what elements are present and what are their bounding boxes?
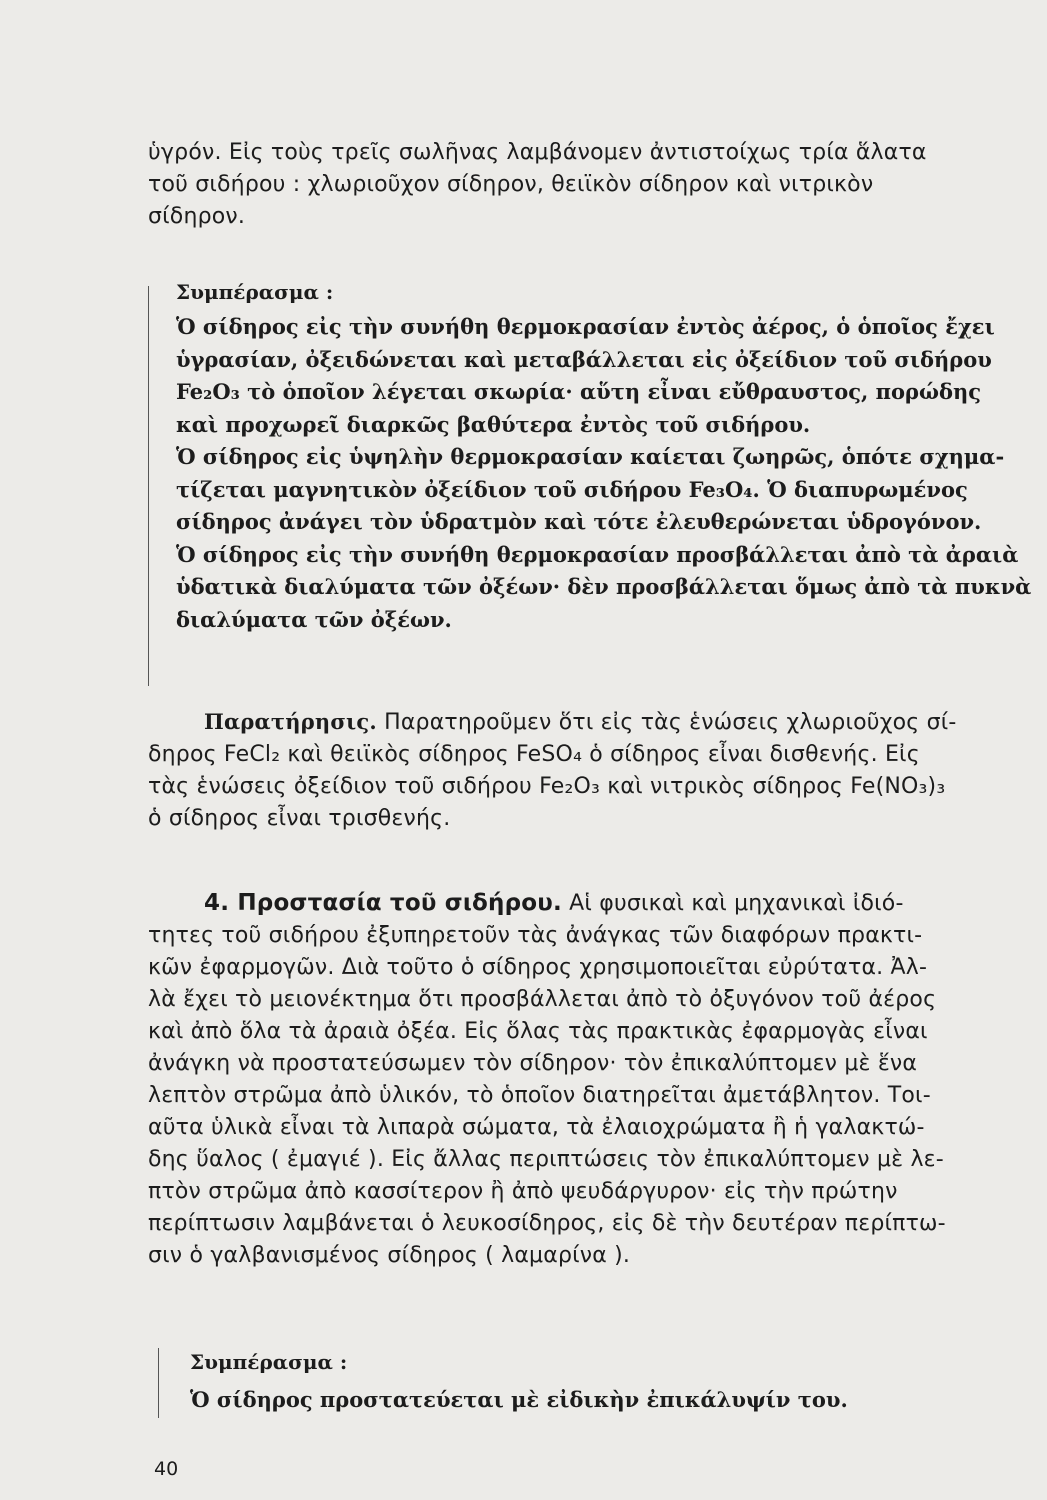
conclusion-text: Ὁ σίδηρος προστατεύεται μὲ εἰδικὴν ἐπικάλυψίν του. (190, 1387, 848, 1412)
text-line: λεπτὸν στρῶμα ἀπὸ ὑλικόν, τὸ ὁποῖον διατηρεῖται ἀμετάβλητον. Τοι- (148, 1083, 931, 1108)
conclusion-margin-bar (158, 1348, 159, 1418)
text-line: ὑγρασίαν, ὀξειδώνεται καὶ μεταβάλλεται εἰς ὀξείδιον τοῦ σιδήρου (176, 346, 992, 372)
conclusion-block (176, 280, 1032, 636)
page-number: 40 (154, 1458, 179, 1480)
text-line: Παρατηροῦμεν ὅτι εἰς τὰς ἑνώσεις χλωριοῦχος σί- (376, 710, 957, 735)
text-line: τίζεται μαγνητικὸν ὀξείδιον τοῦ σιδήρου Fe₃O₄. Ὁ διαπυρωμένος (176, 476, 968, 502)
text-line: τὰς ἑνώσεις ὀξείδιον τοῦ σιδήρου Fe₂O₃ καὶ νιτρικὸς σίδηρος Fe(NO₃)₃ (148, 774, 946, 799)
observation-paragraph (148, 706, 988, 835)
text-line: Ὁ σίδηρος εἰς τὴν συνήθη θερμοκρασίαν ἐντὸς ἀέρος, ὁ ὁποῖος ἔχει (176, 314, 995, 339)
text-line: ὑδατικὰ διαλύματα τῶν ὀξέων· δὲν προσβάλλεται ὅμως ἀπὸ τὰ πυκνὰ (176, 574, 1032, 599)
text-line: κῶν ἐφαρμογῶν. Διὰ τοῦτο ὁ σίδηρος χρησιμοποιεῖται εὐρύτατα. Ἀλ- (148, 955, 928, 980)
text-line: ὁ σίδηρος εἶναι τρισθενής. (148, 806, 451, 831)
text-line: αῦτα ὑλικὰ εἶναι τὰ λιπαρὰ σώματα, τὰ ἐλαιοχρώματα ἢ ἡ γαλακτώ- (148, 1115, 925, 1140)
text-line: Ὁ σίδηρος εἰς τὴν συνήθη θερμοκρασίαν προσβάλλεται ἀπὸ τὰ ἀραιὰ (176, 541, 1019, 567)
conclusion-heading: Συμπέρασμα : (176, 280, 334, 304)
text-line: τητες τοῦ σιδήρου ἐξυπηρετοῦν τὰς ἀνάγκας τῶν διαφόρων πρακτι- (148, 923, 923, 948)
conclusion-text (176, 311, 1032, 636)
text-line: πτὸν στρῶμα ἀπὸ κασσίτερον ἢ ἀπὸ ψευδάργυρον· εἰς τὴν πρώτην (148, 1179, 898, 1204)
observation-label: Παρατήρησις. (204, 709, 377, 734)
conclusion-margin-bar (148, 286, 149, 686)
intro-paragraph (148, 137, 988, 233)
conclusion-block (190, 1350, 988, 1417)
text-line: σίδηρος ἀνάγει τὸν ὑδρατμὸν καὶ τότε ἐλευθερώνεται ὑδρογόνον. (176, 509, 982, 534)
text-line: δηρος FeCl₂ καὶ θειϊκὸς σίδηρος FeSO₄ ὁ σίδηρος εἶναι δισθενής. Εἰς (148, 742, 920, 767)
text-line: καὶ προχωρεῖ διαρκῶς βαθύτερα ἐντὸς τοῦ σιδήρου. (176, 411, 811, 437)
text-line: περίπτωσιν λαμβάνεται ὁ λευκοσίδηρος, εἰς δὲ τὴν δευτέραν περίπτω- (148, 1211, 946, 1236)
text-line: Ὁ σίδηρος εἰς ὑψηλὴν θερμοκρασίαν καίεται ζωηρῶς, ὁπότε σχημα- (176, 444, 1005, 469)
text-line: Αἱ φυσικαὶ καὶ μηχανικαὶ ἰδιό- (561, 891, 904, 916)
section-title: 4. Προστασία τοῦ σιδήρου. (204, 890, 562, 916)
text-line: τοῦ σιδήρου : χλωριοῦχον σίδηρον, θειϊκὸν σίδηρον καὶ νιτρικὸν (148, 172, 874, 197)
text-line: διαλύματα τῶν ὀξέων. (176, 606, 452, 632)
text-line: λὰ ἔχει τὸ μειονέκτημα ὅτι προσβάλλεται ἀπὸ τὸ ὀξυγόνον τοῦ ἀέρος (148, 987, 937, 1012)
text-line: καὶ ἀπὸ ὅλα τὰ ἀραιὰ ὀξέα. Εἰς ὅλας τὰς πρακτικὰς ἐφαρμογὰς εἶναι (148, 1019, 928, 1044)
text-line: σίδηρον. (148, 204, 246, 229)
section-4 (148, 887, 988, 1272)
conclusion-heading: Συμπέρασμα : (190, 1350, 348, 1374)
text-line: σιν ὁ γαλβανισμένος σίδηρος ( λαμαρίνα ). (148, 1243, 631, 1268)
text-line: ὑγρόν. Εἰς τοὺς τρεῖς σωλῆνας λαμβάνομεν ἀντιστοίχως τρία ἅλατα (148, 140, 927, 165)
text-line: Fe₂O₃ τὸ ὁποῖον λέγεται σκωρία· αὕτη εἶναι εὔθραυστος, πορώδης (176, 379, 982, 404)
text-line: ἀνάγκη νὰ προστατεύσωμεν τὸν σίδηρον· τὸν ἐπικαλύπτομεν μὲ ἕνα (148, 1051, 918, 1076)
text-line: δης ὕαλος ( ἐμαγιέ ). Εἰς ἄλλας περιπτώσεις τὸν ἐπικαλύπτομεν μὲ λε- (148, 1147, 944, 1172)
